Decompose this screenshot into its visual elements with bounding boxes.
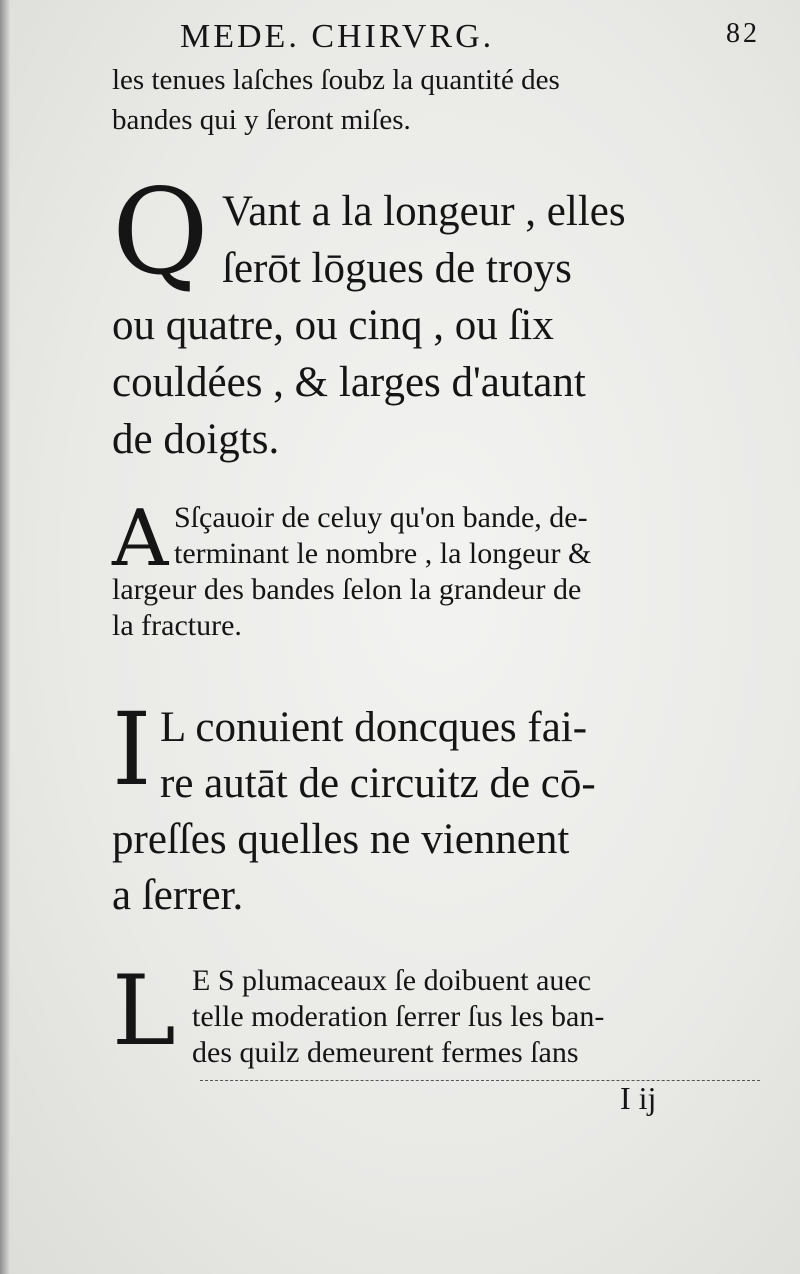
drop-capital: I	[112, 691, 152, 808]
paragraph-les-plumaceaux	[112, 955, 605, 1071]
text-line: preſſes quelles ne viennent	[112, 816, 570, 863]
running-head: MEDE. CHIRVRG.	[180, 18, 495, 55]
page-number: 82	[726, 18, 760, 49]
drop-capital: L	[112, 955, 176, 1067]
text-line: Sſçauoir de celuy qu'on bande, de-	[174, 501, 588, 534]
text-line: E S plumaceaux ſe doibuent auec	[192, 964, 592, 997]
page-edge-shadow	[0, 0, 10, 1274]
text-line: re autāt de circuitz de cō-	[160, 760, 596, 807]
drop-capital: A	[112, 494, 169, 584]
continuation-text	[112, 60, 560, 140]
signature-mark: I ij	[620, 1080, 657, 1116]
drop-capital: Q	[112, 163, 209, 301]
text-line: ſerōt lōgues de troys	[222, 245, 572, 292]
text-line: de doigts.	[112, 416, 280, 463]
text-line: des quilz demeurent fermes ſans	[192, 1036, 579, 1069]
text-line: ou quatre, ou cinq , ou ſix	[112, 302, 554, 349]
paragraph-il-conuient	[112, 691, 596, 924]
page-header	[180, 18, 760, 62]
text-line: la fracture.	[112, 609, 242, 642]
text-line: bandes qui y ſeront miſes.	[112, 104, 411, 136]
text-line: couldées , & larges d'autant	[112, 359, 586, 406]
text-line: largeur des bandes ſelon la grandeur de	[112, 573, 582, 606]
text-line: Vant a la longeur , elles	[222, 188, 626, 235]
text-line: a ſerrer.	[112, 872, 244, 919]
paragraph-ascavoir	[112, 494, 592, 644]
text-line: L conuient doncques fai-	[160, 704, 588, 751]
bottom-rule	[200, 1080, 760, 1081]
paragraph-quant	[112, 163, 626, 468]
text-line: les tenues laſches ſoubz la quantité des	[112, 64, 560, 96]
text-line: telle moderation ſerrer ſus les ban-	[192, 1000, 605, 1033]
text-line: terminant le nombre , la longeur &	[174, 537, 592, 570]
